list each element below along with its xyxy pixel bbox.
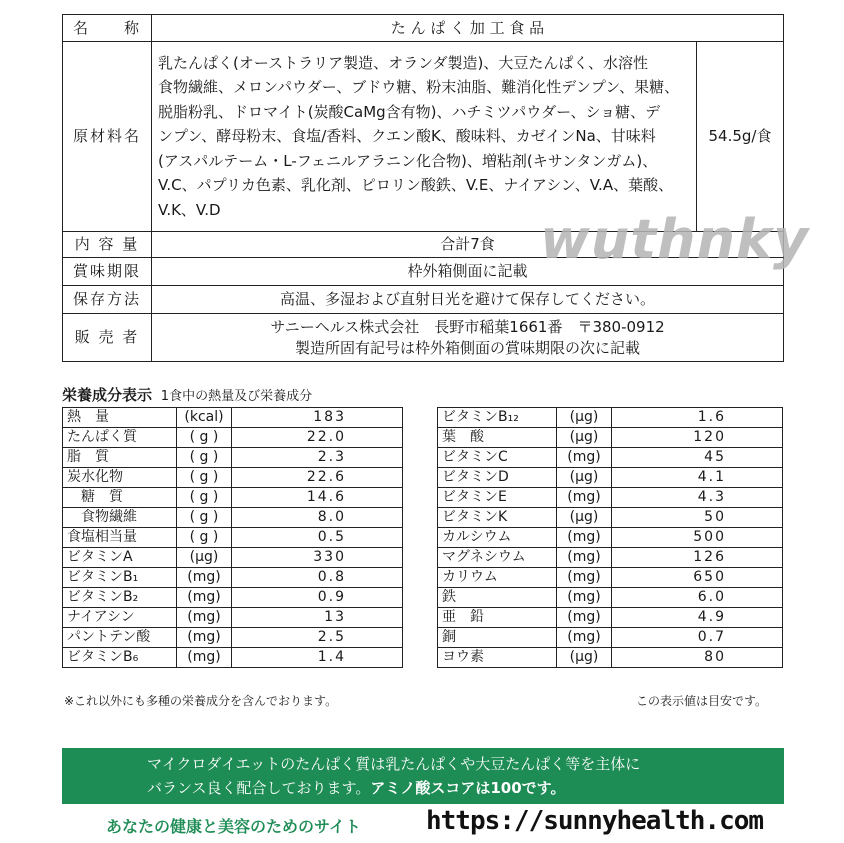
nutrient-value: 50 bbox=[612, 508, 783, 528]
nutrient-name: マグネシウム bbox=[438, 548, 557, 568]
seller-line-1: サニーヘルス株式会社 長野市稲葉1661番 〒380-0912 bbox=[270, 317, 665, 336]
nutrient-row bbox=[63, 428, 403, 448]
nutrient-unit: ( g ) bbox=[177, 488, 232, 508]
nutrient-row bbox=[438, 428, 783, 448]
nutrient-name: たんぱく質 bbox=[63, 428, 177, 448]
content-label: 内 容 量 bbox=[63, 232, 152, 258]
ingredients-line: 食物繊維、メロンパウダー、ブドウ糖、粉末油脂、難消化性デンプン、果糖、 bbox=[158, 78, 680, 97]
watermark: wuthnky bbox=[540, 208, 810, 271]
nutrient-value: 22.6 bbox=[232, 468, 403, 488]
nutrient-value: 650 bbox=[612, 568, 783, 588]
nutrient-unit: (kcal) bbox=[177, 408, 232, 428]
nutrient-name: 食塩相当量 bbox=[63, 528, 177, 548]
nutrient-unit: (μg) bbox=[557, 648, 612, 668]
nutrient-name: ビタミンK bbox=[438, 508, 557, 528]
amino-acid-banner bbox=[62, 748, 784, 804]
serving-amount: 54.5g/食 bbox=[697, 42, 784, 232]
nutrient-value: 330 bbox=[232, 548, 403, 568]
nutrient-value: 4.1 bbox=[612, 468, 783, 488]
nutrient-row bbox=[63, 608, 403, 628]
nutrient-name: ビタミンB₂ bbox=[63, 588, 177, 608]
nutrient-value: 1.4 bbox=[232, 648, 403, 668]
nutrient-row bbox=[63, 548, 403, 568]
site-caption: あなたの健康と美容のためのサイト bbox=[106, 817, 361, 836]
nutrient-unit: (mg) bbox=[557, 488, 612, 508]
nutrient-value: 45 bbox=[612, 448, 783, 468]
nutrient-unit: (μg) bbox=[177, 548, 232, 568]
seller-value bbox=[152, 314, 784, 362]
content-value: 合計7食 bbox=[152, 232, 784, 258]
nutrient-name: ビタミンD bbox=[438, 468, 557, 488]
seller-line-2: 製造所固有記号は枠外箱側面の賞味期限の次に記載 bbox=[294, 338, 640, 357]
nutrient-value: 22.0 bbox=[232, 428, 403, 448]
nutrition-title: 栄養成分表示 bbox=[62, 386, 153, 404]
product-info-table bbox=[62, 14, 784, 362]
storage-label: 保存方法 bbox=[63, 286, 152, 314]
nutrient-unit: ( g ) bbox=[177, 468, 232, 488]
nutrient-name: 糖 質 bbox=[63, 488, 177, 508]
nutrient-row bbox=[438, 488, 783, 508]
banner-line-2 bbox=[147, 776, 784, 800]
nutrient-row bbox=[438, 648, 783, 668]
nutrient-row bbox=[438, 628, 783, 648]
nutrient-value: 80 bbox=[612, 648, 783, 668]
nutrient-value: 0.8 bbox=[232, 568, 403, 588]
nutrient-unit: (μg) bbox=[557, 428, 612, 448]
name-label: 名 称 bbox=[63, 15, 152, 42]
nutrient-row bbox=[63, 568, 403, 588]
nutrient-unit: ( g ) bbox=[177, 448, 232, 468]
expiry-label: 賞味期限 bbox=[63, 258, 152, 286]
nutrient-row bbox=[63, 588, 403, 608]
nutrient-name: 脂 質 bbox=[63, 448, 177, 468]
ingredients-label: 原材料名 bbox=[63, 42, 152, 232]
nutrient-row bbox=[438, 588, 783, 608]
nutrition-table-left bbox=[62, 407, 403, 668]
nutrient-unit: (mg) bbox=[557, 568, 612, 588]
nutrition-heading bbox=[62, 384, 312, 405]
nutrient-unit: (mg) bbox=[557, 548, 612, 568]
nutrient-value: 13 bbox=[232, 608, 403, 628]
nutrient-row bbox=[438, 608, 783, 628]
nutrient-name: ビタミンB₆ bbox=[63, 648, 177, 668]
nutrition-table-right bbox=[437, 407, 783, 668]
nutrient-unit: ( g ) bbox=[177, 508, 232, 528]
nutrient-value: 6.0 bbox=[612, 588, 783, 608]
nutrient-name: ビタミンB₁ bbox=[63, 568, 177, 588]
nutrient-name: 銅 bbox=[438, 628, 557, 648]
nutrient-name: ヨウ素 bbox=[438, 648, 557, 668]
site-url-link[interactable]: https://sunnyhealth.com bbox=[426, 806, 764, 836]
nutrient-row bbox=[63, 448, 403, 468]
ingredients-line: V.C、パプリカ色素、乳化剤、ピロリン酸鉄、V.E、ナイアシン、V.A、葉酸、 bbox=[158, 176, 674, 195]
nutrient-value: 120 bbox=[612, 428, 783, 448]
ingredients-line: (アスパルテーム・L-フェニルアラニン化合物)、増粘剤(キサンタンガム)、 bbox=[158, 151, 658, 170]
nutrient-unit: (mg) bbox=[557, 608, 612, 628]
nutrient-name: 炭水化物 bbox=[63, 468, 177, 488]
nutrient-row bbox=[63, 488, 403, 508]
ingredients-line: 脱脂粉乳、ドロマイト(炭酸CaMg含有物)、ハチミツパウダー、ショ糖、デ bbox=[158, 102, 661, 121]
nutrient-row bbox=[438, 548, 783, 568]
nutrient-row bbox=[63, 408, 403, 428]
nutrition-subtitle: 1食中の熱量及び栄養成分 bbox=[160, 389, 313, 404]
nutrient-value: 0.7 bbox=[612, 628, 783, 648]
nutrient-unit: (mg) bbox=[557, 528, 612, 548]
nutrient-unit: ( g ) bbox=[177, 528, 232, 548]
nutrient-row bbox=[63, 528, 403, 548]
nutrient-value: 14.6 bbox=[232, 488, 403, 508]
nutrient-value: 500 bbox=[612, 528, 783, 548]
nutrient-row bbox=[438, 408, 783, 428]
nutrient-row bbox=[438, 508, 783, 528]
nutrient-unit: (mg) bbox=[557, 588, 612, 608]
nutrient-unit: ( g ) bbox=[177, 428, 232, 448]
nutrient-name: カルシウム bbox=[438, 528, 557, 548]
nutrient-name: ビタミンE bbox=[438, 488, 557, 508]
name-value: た ん ぱ く 加 工 食 品 bbox=[152, 15, 784, 42]
ingredients-line: V.K、V.D bbox=[158, 200, 221, 219]
nutrient-unit: (mg) bbox=[177, 588, 232, 608]
nutrient-row bbox=[63, 648, 403, 668]
nutrient-name: ナイアシン bbox=[63, 608, 177, 628]
nutrient-value: 1.6 bbox=[612, 408, 783, 428]
nutrient-value: 0.5 bbox=[232, 528, 403, 548]
nutrient-name: 亜 鉛 bbox=[438, 608, 557, 628]
banner-line-2-text: バランス良く配合しております。 bbox=[147, 779, 371, 797]
nutrient-row bbox=[63, 628, 403, 648]
nutrient-value: 2.3 bbox=[232, 448, 403, 468]
nutrient-value: 126 bbox=[612, 548, 783, 568]
ingredients-text bbox=[152, 42, 697, 232]
nutrient-name: 食物繊維 bbox=[63, 508, 177, 528]
nutrient-name: ビタミンB₁₂ bbox=[438, 408, 557, 428]
nutrient-row bbox=[438, 568, 783, 588]
nutrient-row bbox=[438, 468, 783, 488]
nutrient-unit: (mg) bbox=[557, 628, 612, 648]
banner-amino-score: アミノ酸スコアは100です。 bbox=[370, 779, 566, 797]
nutrient-unit: (μg) bbox=[557, 468, 612, 488]
ingredients-line: ンプン、酵母粉末、食塩/香料、クエン酸K、酸味料、カゼインNa、甘味料 bbox=[158, 127, 656, 146]
nutrient-value: 8.0 bbox=[232, 508, 403, 528]
nutrient-value: 2.5 bbox=[232, 628, 403, 648]
nutrient-name: 鉄 bbox=[438, 588, 557, 608]
nutrient-row bbox=[63, 508, 403, 528]
ingredients-line: 乳たんぱく(オーストラリア製造、オランダ製造)、大豆たんぱく、水溶性 bbox=[158, 54, 649, 73]
storage-value: 高温、多湿および直射日光を避けて保存してください。 bbox=[152, 286, 784, 314]
nutrient-unit: (μg) bbox=[557, 408, 612, 428]
nutrient-unit: (μg) bbox=[557, 508, 612, 528]
expiry-value: 枠外箱側面に記載 bbox=[152, 258, 784, 286]
nutrient-name: ビタミンC bbox=[438, 448, 557, 468]
nutrition-note-left: ※これ以外にも多種の栄養成分を含んでおります。 bbox=[64, 694, 338, 708]
nutrient-row bbox=[438, 448, 783, 468]
nutrient-unit: (mg) bbox=[177, 568, 232, 588]
nutrient-name: カリウム bbox=[438, 568, 557, 588]
nutrient-name: 熱 量 bbox=[63, 408, 177, 428]
nutrient-unit: (mg) bbox=[557, 448, 612, 468]
nutrient-value: 4.9 bbox=[612, 608, 783, 628]
nutrient-unit: (mg) bbox=[177, 648, 232, 668]
banner-line-1: マイクロダイエットのたんぱく質は乳たんぱくや大豆たんぱく等を主体に bbox=[147, 755, 641, 773]
nutrient-name: パントテン酸 bbox=[63, 628, 177, 648]
nutrient-unit: (mg) bbox=[177, 628, 232, 648]
nutrient-value: 183 bbox=[232, 408, 403, 428]
nutrient-name: 葉 酸 bbox=[438, 428, 557, 448]
nutrient-value: 0.9 bbox=[232, 588, 403, 608]
seller-label: 販 売 者 bbox=[63, 314, 152, 362]
nutrient-row bbox=[438, 528, 783, 548]
nutrient-unit: (mg) bbox=[177, 608, 232, 628]
nutrition-note-right: この表示値は目安です。 bbox=[636, 694, 768, 708]
nutrient-value: 4.3 bbox=[612, 488, 783, 508]
nutrient-name: ビタミンA bbox=[63, 548, 177, 568]
nutrient-row bbox=[63, 468, 403, 488]
